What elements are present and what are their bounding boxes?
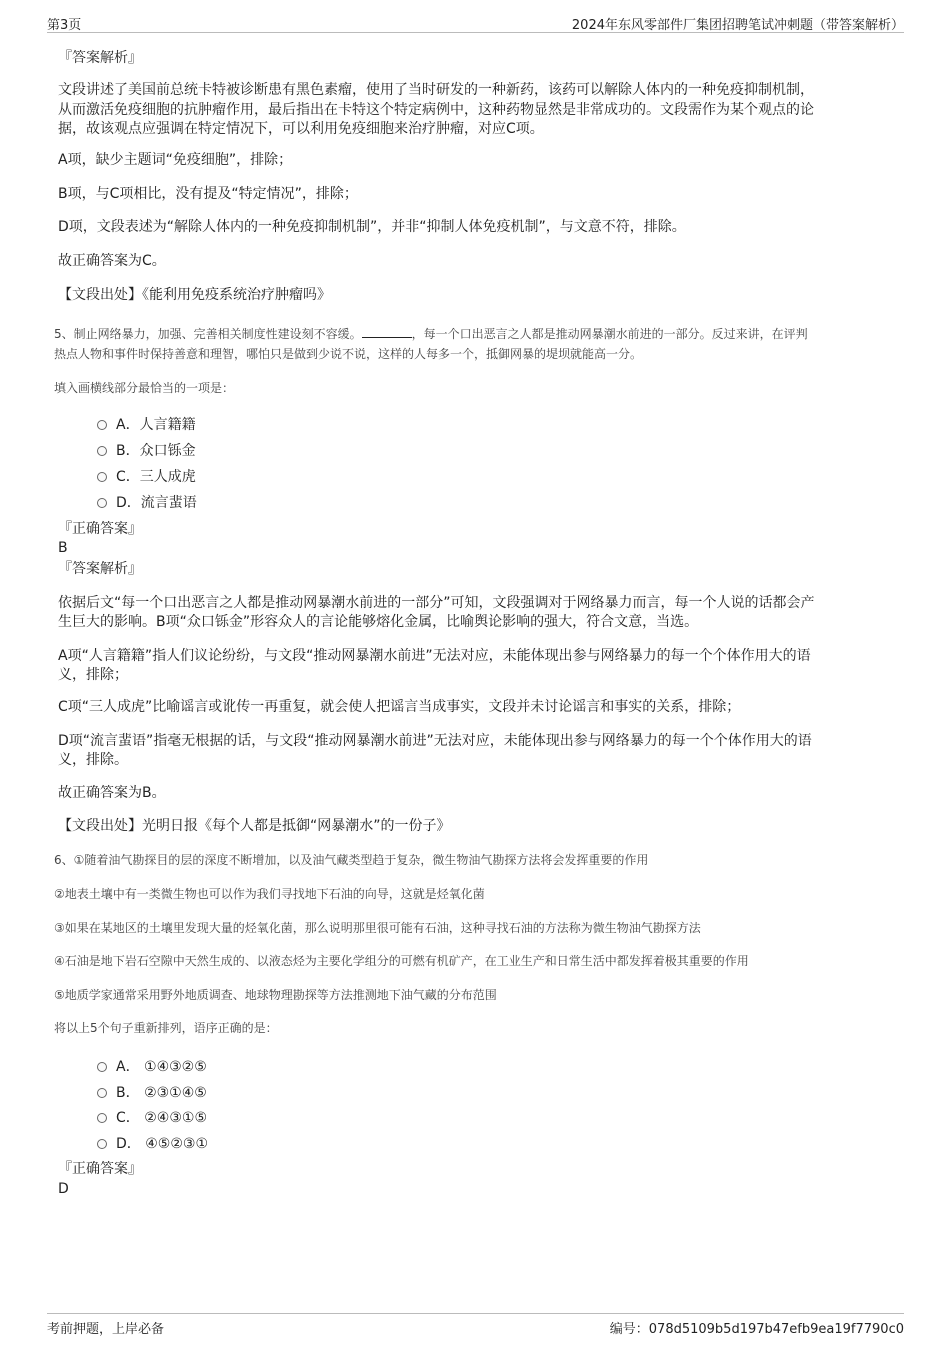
option-b[interactable]: B．众口铄金	[97, 440, 196, 460]
option-note-d: D项“流言蜚语”指毫无根据的话，与文段“推动网暴潮水前进”无法对应，未能体现出参与网络暴力的每一个个体作用大的语	[58, 733, 812, 749]
option-d[interactable]: D．流言蜚语	[97, 492, 197, 512]
footer-slogan: 考前押题，上岸必备	[47, 1322, 165, 1337]
radio-button[interactable]	[97, 1088, 107, 1098]
radio-button[interactable]	[97, 1062, 107, 1072]
option-b[interactable]: B． ②③①④⑤	[97, 1082, 207, 1102]
fill-blank	[362, 325, 412, 338]
stem-part: 5、制止网络暴力，加强、完善相关制度性建设刻不容缓。	[54, 327, 362, 341]
radio-button[interactable]	[97, 446, 107, 456]
sentence-5: ⑤地质学家通常采用野外地质调查、地球物理勘探等方法推测地下油气藏的分布范围	[54, 988, 497, 1002]
sentence-4: ④石油是地下岩石空隙中天然生成的、以液态烃为主要化学组分的可燃有机矿产，在工业生产和日常生活中都发挥着极其重要的作用	[54, 954, 749, 968]
option-note-a: 义，排除；	[58, 667, 128, 683]
question-stem	[54, 323, 808, 345]
radio-button[interactable]	[97, 472, 107, 482]
sentence-1: 6、①随着油气勘探目的层的深度不断增加，以及油气藏类型趋于复杂，微生物油气勘探方法将会发挥重要的作用	[54, 853, 649, 867]
analysis-line: 依据后文“每一个口出恶言之人都是推动网暴潮水前进的一部分”可知，文段强调对于网络暴力而言，每一个人说的话都会产	[58, 595, 815, 611]
radio-button[interactable]	[97, 498, 107, 508]
document-code: 编号：078d5109b5d197b47efb9ea19f7790c0	[609, 1322, 904, 1337]
option-note-b: B项，与C项相比，没有提及“特定情况”，排除；	[58, 186, 358, 202]
answer-conclusion: 故正确答案为B。	[58, 785, 166, 801]
option-d[interactable]: D． ④⑤②③①	[97, 1133, 208, 1153]
analysis-line: 文段讲述了美国前总统卡特被诊断患有黑色素瘤，使用了当时研发的一种新药，该药可以解除人体内的一种免疫抑制机制，	[58, 82, 814, 98]
source-label: 【文段出处】	[58, 818, 142, 834]
page-footer	[47, 1313, 904, 1337]
question-stem: 热点人物和事件时保持善意和理智，哪怕只是做到少说不说，这样的人每多一个，抵御网暴的堤坝就能高一分。	[54, 347, 643, 361]
sentence-2: ②地表土壤中有一类微生物也可以作为我们寻找地下石油的向导，这就是烃氧化菌	[54, 887, 485, 901]
option-a[interactable]: A．人言籍籍	[97, 414, 196, 434]
source-citation	[58, 816, 451, 837]
correct-answer: B	[58, 540, 68, 556]
analysis-line: 从而激活免疫细胞的抗肿瘤作用，最后指出在卡特这个特定病例中，这种药物显然是非常成功的。文段需作为某个观点的论	[58, 102, 814, 118]
option-note-d: D项，文段表述为“解除人体内的一种免疫抑制机制”，并非“抑制人体免疫机制”，与文意不符，排除。	[58, 219, 686, 235]
option-c[interactable]: C．三人成虎	[97, 466, 196, 486]
source-citation	[58, 285, 331, 306]
source-text: 《能利用免疫系统治疗肿瘤吗》	[142, 287, 331, 303]
option-note-a: A项，缺少主题词“免疫细胞”，排除；	[58, 152, 293, 168]
question-instruction: 填入画横线部分最恰当的一项是：	[54, 381, 235, 395]
option-note-d: 义，排除。	[58, 752, 128, 768]
source-label: 【文段出处】	[58, 287, 142, 303]
answer-conclusion: 故正确答案为C。	[58, 253, 166, 269]
source-text: 光明日报《每个人都是抵御“网暴潮水”的一份子》	[142, 818, 451, 834]
analysis-line: 生巨大的影响。B项“众口铄金”形容众人的言论能够熔化金属，比喻舆论影响的强大，符合文意，当选。	[58, 614, 699, 630]
option-c[interactable]: C． ②④③①⑤	[97, 1107, 207, 1127]
answer-heading: 『正确答案』	[58, 1161, 142, 1177]
answer-heading: 『正确答案』	[58, 521, 142, 537]
radio-button[interactable]	[97, 1113, 107, 1123]
option-a[interactable]: A． ①④③②⑤	[97, 1056, 207, 1076]
option-note-c: C项“三人成虎”比喻谣言或讹传一再重复，就会使人把谣言当成事实，文段并未讨论谣言和事实的关系，排除；	[58, 699, 741, 715]
radio-button[interactable]	[97, 1139, 107, 1149]
page-header	[47, 12, 904, 33]
stem-part: ，每一个口出恶言之人都是推动网暴潮水前进的一部分。反过来讲，在评判	[411, 327, 808, 341]
document-title: 2024年东风零部件厂集团招聘笔试冲刺题（带答案解析）	[571, 18, 904, 33]
radio-button[interactable]	[97, 420, 107, 430]
analysis-heading: 『答案解析』	[58, 50, 142, 66]
question-instruction: 将以上5个句子重新排列，语序正确的是：	[54, 1021, 278, 1035]
option-note-a: A项“人言籍籍”指人们议论纷纷，与文段“推动网暴潮水前进”无法对应，未能体现出参与网络暴力的每一个个体作用大的语	[58, 648, 811, 664]
analysis-line: 据，故该观点应强调在特定情况下，可以利用免疫细胞来治疗肿瘤，对应C项。	[58, 121, 544, 137]
page-number: 第3页	[47, 18, 82, 33]
analysis-heading: 『答案解析』	[58, 561, 142, 577]
correct-answer: D	[58, 1181, 69, 1197]
sentence-3: ③如果在某地区的土壤里发现大量的烃氧化菌，那么说明那里很可能有石油，这种寻找石油的方法称为微生物油气勘探方法	[54, 921, 701, 935]
